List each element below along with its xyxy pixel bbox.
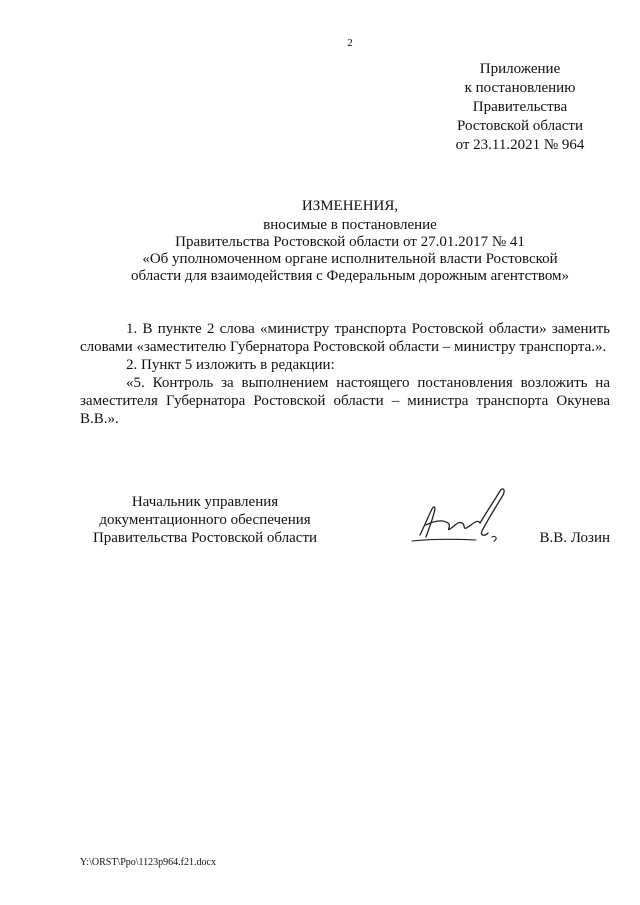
appendix-line: Правительства	[472, 99, 568, 115]
signatory-position	[80, 493, 330, 547]
appendix-block	[440, 60, 600, 155]
document-title: ИЗМЕНЕНИЯ,	[301, 198, 399, 214]
appendix-line: Приложение	[479, 61, 561, 77]
paragraph-1: 1. В пункте 2 слова «министру транспорта Ростовской области» заменить словами «заместителю Губернатора Ростовской области – министру транспорта.».	[80, 321, 610, 355]
paragraph-2: 2. Пункт 5 изложить в редакции:	[126, 357, 335, 373]
signatory-position-line: Начальник управления	[131, 494, 279, 510]
signatory-position-line: Правительства Ростовской области	[92, 530, 318, 546]
appendix-line: Ростовской области	[457, 118, 583, 134]
file-path-footer: Y:\ORST\Ppo\1123p964.f21.docx	[80, 857, 216, 868]
paragraph-3: «5. Контроль за выполнением настоящего постановления возложить на заместителя Губернатора Ростовской области – министра транспорта Окунева В.В.».	[80, 375, 610, 427]
heading-line: «Об уполномоченном органе исполнительной власти Ростовской	[142, 251, 558, 267]
handwritten-signature	[400, 483, 530, 553]
heading-line: области для взаимодействия с Федеральным дорожным агентством»	[130, 268, 570, 284]
signature-block	[80, 493, 610, 563]
document-heading	[80, 198, 620, 285]
heading-line: вносимые в постановление	[263, 217, 437, 233]
signatory-name: В.В. Лозин	[539, 530, 610, 546]
document-body	[80, 320, 610, 428]
appendix-date-line: от 23.11.2021 № 964	[455, 137, 585, 153]
signatory-position-line: документационного обеспечения	[99, 512, 311, 528]
appendix-line: к постановлению	[464, 80, 576, 96]
page-number: 2	[347, 37, 353, 49]
heading-line: Правительства Ростовской области от 27.01.2017 № 41	[175, 234, 525, 250]
